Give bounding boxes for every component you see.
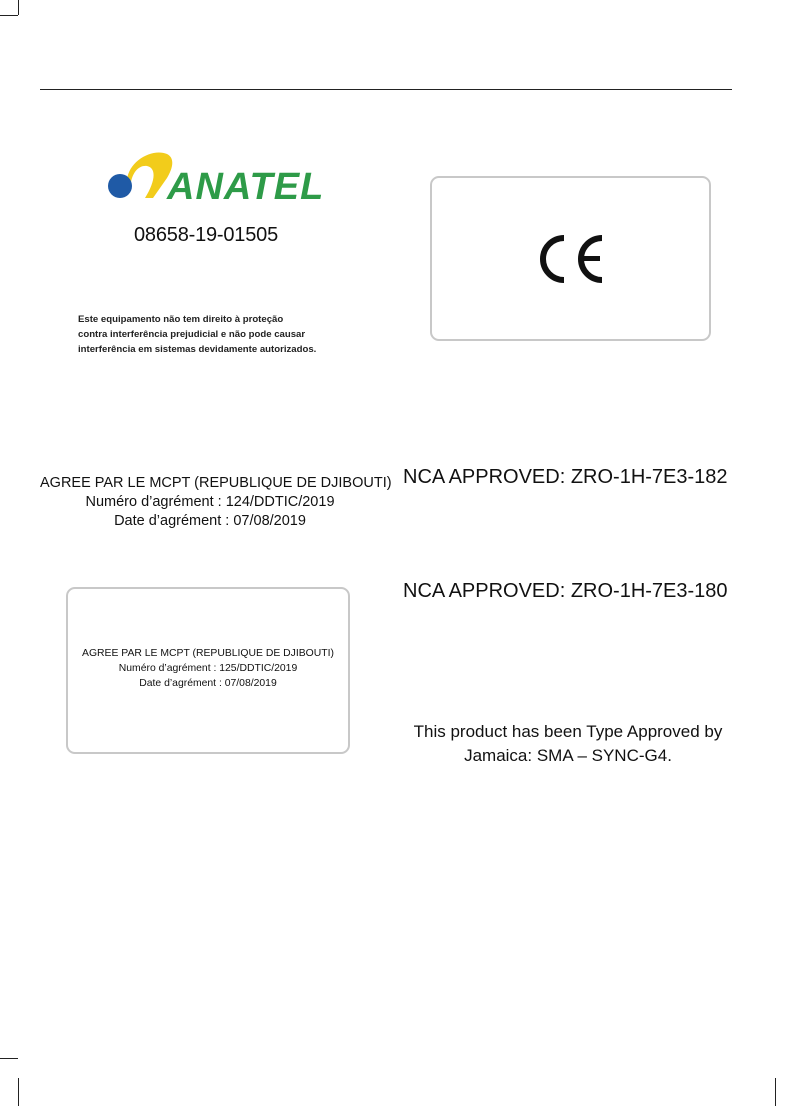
- jamaica-line: Jamaica: SMA – SYNC-G4.: [464, 746, 672, 765]
- crop-mark-bottom-left-h: [0, 1058, 18, 1059]
- anatel-wordmark: ANATEL: [167, 166, 325, 205]
- crop-mark-top-left-v: [18, 0, 19, 15]
- crop-mark-bottom-right-v: [775, 1078, 776, 1106]
- anatel-logo: [105, 150, 330, 205]
- djibouti-line: Date d’agrément : 07/08/2019: [114, 513, 306, 529]
- header-rule: [40, 89, 732, 90]
- djibouti-box-line: Numéro d’agrément : 125/DDTIC/2019: [118, 663, 298, 674]
- anatel-notice: [78, 312, 378, 357]
- jamaica-line: This product has been Type Approved by: [413, 722, 723, 741]
- nca-approval-1: NCA APPROVED: ZRO-1H-7E3-182: [403, 466, 728, 488]
- ce-mark-icon: [530, 228, 610, 290]
- djibouti-box-text: [66, 646, 350, 691]
- crop-mark-top-left-h: [0, 15, 18, 16]
- djibouti-line: AGREE PAR LE MCPT (REPUBLIQUE DE DJIBOUTI): [40, 475, 392, 491]
- anatel-notice-line: interferência em sistemas devidamente autorizados.: [78, 344, 317, 355]
- crop-mark-bottom-left-v: [18, 1078, 19, 1106]
- anatel-notice-line: Este equipamento não tem direito à proteção: [78, 314, 284, 325]
- djibouti-box-line: AGREE PAR LE MCPT (REPUBLIQUE DE DJIBOUTI): [82, 648, 334, 659]
- djibouti-approval: [40, 474, 392, 531]
- jamaica-approval: [398, 720, 738, 768]
- anatel-certificate-number: 08658-19-01505: [134, 224, 278, 246]
- djibouti-line: Numéro d’agrément : 124/DDTIC/2019: [85, 494, 335, 510]
- djibouti-box-line: Date d’agrément : 07/08/2019: [139, 678, 277, 689]
- anatel-notice-line: contra interferência prejudicial e não pode causar: [78, 329, 306, 340]
- nca-approval-2: NCA APPROVED: ZRO-1H-7E3-180: [403, 580, 728, 602]
